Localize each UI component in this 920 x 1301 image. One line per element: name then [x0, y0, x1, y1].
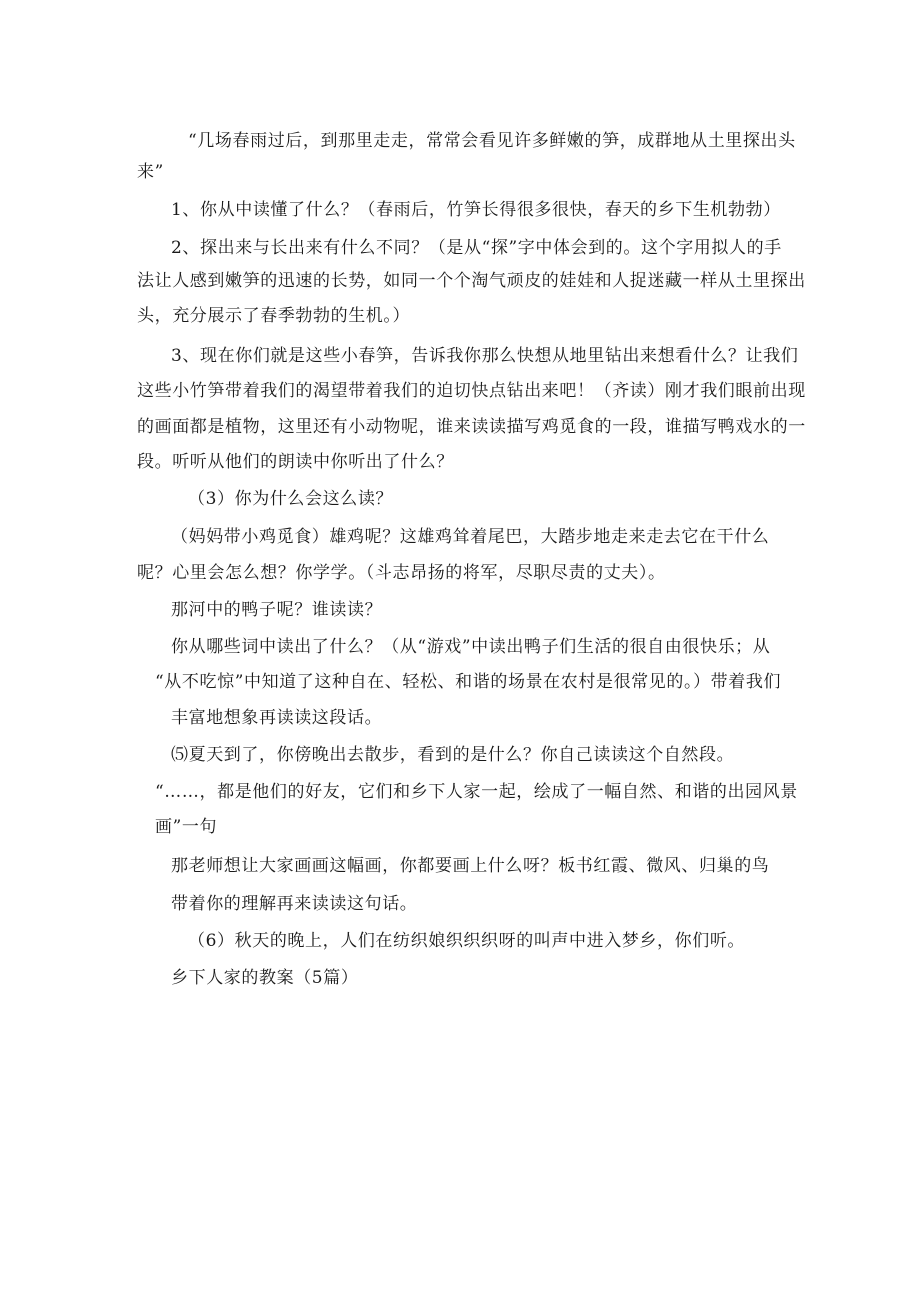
text-line: 这些小竹笋带着我们的渴望带着我们的迫切快点钻出来吧！（齐读）刚才我们眼前出现	[137, 381, 806, 401]
text-line: 3、现在你们就是这些小春笋，告诉我你那么快想从地里钻出来想看什么？让我们	[171, 346, 799, 366]
text-line: 2、探出来与长出来有什么不同？（是从“探”字中体会到的。这个字用拟人的手	[171, 238, 782, 258]
text-line: 1、你从中读懂了什么？（春雨后，竹笋长得很多很快，春天的乡下生机勃勃）	[171, 200, 781, 220]
text-line: “从不吃惊”中知道了这种自在、轻松、和谐的场景在农村是很常见的。）带着我们	[155, 672, 782, 692]
text-line: ⑸夏天到了，你傍晚出去散步，看到的是什么？你自己读读这个自然段。	[171, 745, 735, 765]
text-line: 画”一句	[155, 817, 218, 837]
text-line: 段。听听从他们的朗读中你听出了什么？	[137, 452, 454, 472]
text-line: 来”	[137, 162, 164, 182]
text-line: 丰富地想象再读读这段话。	[171, 708, 383, 728]
text-line: 带着你的理解再来读读这句话。	[171, 894, 418, 914]
text-line: 头，充分展示了春季勃勃的生机。）	[137, 306, 411, 326]
text-line: （3）你为什么会这么读？	[188, 489, 394, 509]
text-line: （妈妈带小鸡觅食）雄鸡呢？这雄鸡耸着尾巴，大踏步地走来走去它在干什么	[171, 527, 770, 547]
text-line: 那老师想让大家画画这幅画，你都要画上什么呀？板书红霞、微风、归巢的鸟	[171, 856, 770, 876]
text-line: （6）秋天的晚上，人们在纺织娘织织织呀的叫声中进入梦乡，你们听。	[188, 931, 746, 951]
text-line: 法让人感到嫩笋的迅速的长势，如同一个个淘气顽皮的娃娃和人捉迷藏一样从土里探出	[137, 271, 806, 291]
text-line: 你从哪些词中读出了什么？（从“游戏”中读出鸭子们生活的很自由很快乐；从	[171, 637, 771, 657]
text-line: “……，都是他们的好友，它们和乡下人家一起，绘成了一幅自然、和谐的出园风景	[155, 782, 798, 802]
text-line: 乡下人家的教案（5篇）	[171, 968, 359, 988]
text-line: 呢？心里会怎么想？你学学。（斗志昂扬的将军，尽职尽责的丈夫）。	[137, 563, 666, 583]
text-line: “几场春雨过后，到那里走走，常常会看见许多鲜嫩的笋，成群地从土里探出头	[188, 131, 796, 151]
text-line: 那河中的鸭子呢？谁读读？	[171, 600, 383, 620]
text-line: 的画面都是植物，这里还有小动物呢，谁来读读描写鸡觅食的一段，谁描写鸭戏水的一	[137, 417, 806, 437]
